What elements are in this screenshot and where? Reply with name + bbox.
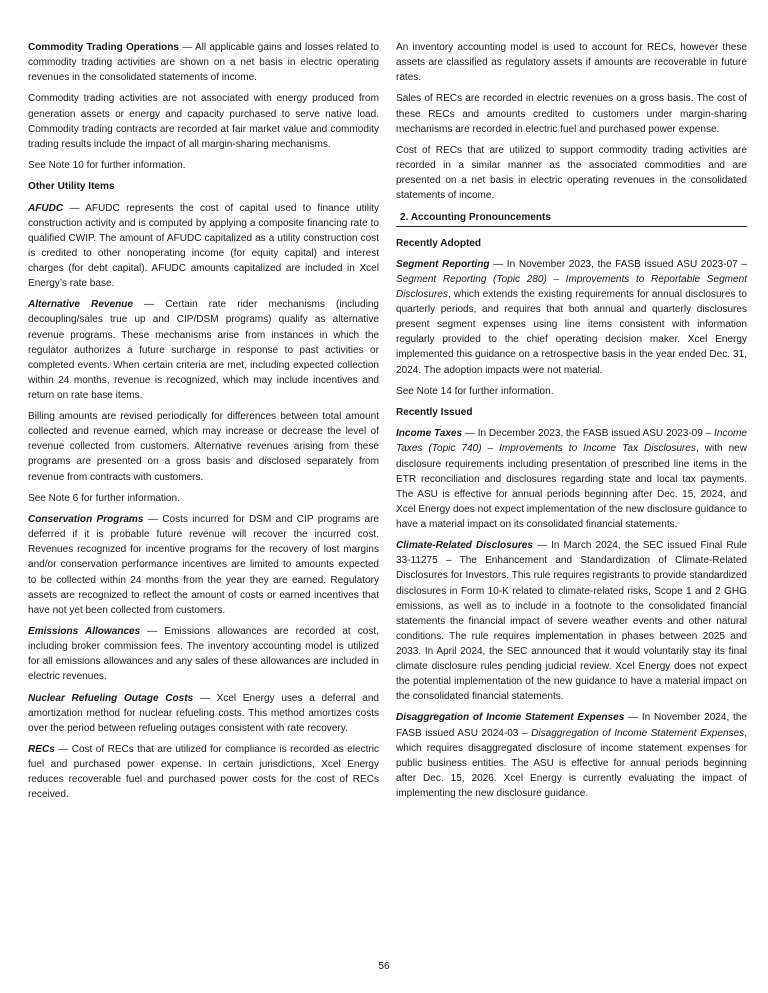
afudc-lead: AFUDC [28, 202, 64, 214]
climate-disclosures-text: — In March 2024, the SEC issued Final Rule 33-11275 – The Enhancement and Standardization of Climate-Related Disclosures for Investors. This rule requires registrants to provide standardized disclosures in Form 10-K related to climate-related risks, Scope 1 and 2 GHG emissions, as well as to include in a footnote to the consolidated financial statements the financial impact of severe weather events and other natural conditions. The rule requires implementation in phases between 2025 and 2033. In April 2024, the SEC announced that it would voluntarily stay its final climate disclosure rules pending judicial review. Xcel Energy does not expect the potential implementation of the new guidance to have a material impact on the consolidated financial statements. [396, 540, 747, 703]
commodity-trading-text: — All applicable gains and losses related to commodity trading activities are shown on a net basis in electric operating revenues in the consolidated statements of income. [28, 42, 379, 84]
recs-paragraph [28, 742, 379, 802]
commodity-trading-paragraph [28, 40, 379, 85]
income-taxes-text-2: , with new disclosure requirements including presentation of prescribed line items in the ETR reconciliation and disclosures regarding state and local tax payments. The ASU is effective for annual periods beginning after Dec. 15, 2024, and Xcel Energy does not expect implementation of the new disclosure guidance to have a material impact on its consolidated financial statements. [396, 443, 748, 530]
see-note-14: See Note 14 for further information. [396, 385, 554, 397]
segment-reporting-paragraph [396, 257, 747, 378]
conservation-programs-paragraph [28, 512, 379, 618]
conservation-programs-text: — Costs incurred for DSM and CIP programs are deferred if it is probable future revenue will recover the incurred cost. Revenues recognized for incentive programs for the recovery of lost margins and/or conservation performance incentives are limited to amounts expected to be collected within 24 months from the year they are earned. Regulatory assets are recognized to reflect the amount of costs or earned incentives that have not yet been collected from customers. [28, 514, 379, 616]
alternative-revenue-paragraph [28, 297, 379, 403]
recently-issued-heading: Recently Issued [396, 407, 473, 419]
see-note-6: See Note 6 for further information. [28, 492, 180, 504]
segment-reporting-text-1: — In November 2023, the FASB issued ASU 2023-07 – [489, 258, 747, 270]
nuclear-refueling-text: — Xcel Energy uses a deferral and amortization method for nuclear refueling costs. This method amortizes costs over the period between refueling outages consistent with rate recovery. [28, 692, 379, 734]
see-note-10: See Note 10 for further information. [28, 160, 186, 172]
income-taxes-paragraph [396, 426, 747, 532]
section-heading-accounting-pronouncements: 2. Accounting Pronouncements [396, 210, 747, 227]
afudc-text: — AFUDC represents the cost of capital used to finance utility construction activity and is computed by applying a composite financing rate to qualified CWIP. The amount of AFUDC capitalized as a utility construction cost is credited to other nonoperating income (for equity capital) and interest charges (for debt capital). AFUDC amounts capitalized are included in Xcel Energy’s rate base. [28, 202, 379, 290]
segment-reporting-text-2: , which extends the existing requirements for annual disclosures to quarterly periods, and requires that both annual and quarterly disclosures present segment expenses using line items consistent with information regularly provided to the chief operating decision maker. Xcel Energy implemented this guidance on a retrospective basis in the year ended Dec. 31, 2024. The adoption impacts were not material. [396, 289, 747, 376]
climate-disclosures-lead: Climate-Related Disclosures [396, 540, 533, 552]
income-taxes-lead: Income Taxes [396, 428, 463, 440]
billing-paragraph: Billing amounts are revised periodically for differences between total amount collected and revenue earned, which may increase or decrease the level of revenue collected from customers. Alternative revenues arising from these programs are presented on a gross basis and disclosed separately from revenue from contracts with customers. [28, 411, 379, 483]
recs-paragraph-2: An inventory accounting model is used to account for RECs, however these assets are classified as regulatory assets if amounts are recoverable in future rates. [396, 42, 747, 84]
recs-lead: RECs [28, 744, 55, 755]
disaggregation-text-1: — In November 2024, the FASB issued ASU 2024-03 – [396, 712, 747, 739]
disaggregation-text-2: , which requires disaggregated disclosure of income statement expenses for public business entities. The ASU is effective for annual periods beginning after Dec. 15, 2026. Xcel Energy is currently evaluating the impact of implementing the new disclosure guidance. [396, 727, 748, 799]
nuclear-refueling-paragraph [28, 691, 379, 736]
segment-reporting-title: Segment Reporting (Topic 280) – Improvements to Reportable Segment Disclosures [396, 273, 747, 301]
commodity-trading-lead: Commodity Trading Operations [28, 42, 180, 53]
recently-adopted-heading: Recently Adopted [396, 237, 482, 249]
climate-disclosures-paragraph [396, 538, 747, 704]
disaggregation-title: Disaggregation of Income Statement Expenses [531, 727, 745, 739]
commodity-trading-paragraph-2: Commodity trading activities are not associated with energy produced from generation assets or energy and capacity purchased to serve native load. Commodity trading contracts are recorded at fair market value and commodity trading results include the impact of all margin-sharing mechanisms. [28, 93, 379, 150]
alternative-revenue-text: — Certain rate rider mechanisms (including decoupling/sales true up and CIP/DSM programs) qualify as alternative revenue programs. These mechanisms arise from instances in which the regulator authorizes a future surcharge in response to past activities or completed events. When certain criteria are met, including expected collection within 24 months, revenue is recognized, which may include incentives and return on rate base items. [28, 299, 379, 401]
segment-reporting-lead: Segment Reporting [396, 258, 490, 270]
conservation-programs-lead: Conservation Programs [28, 514, 144, 526]
nuclear-refueling-lead: Nuclear Refueling Outage Costs [28, 692, 194, 704]
recs-paragraph-4: Cost of RECs that are utilized to support commodity trading activities are recorded in a similar manner as the associated commodities and are presented on a net basis in electric operating revenues in the consolidated statements of income. [396, 144, 747, 202]
other-utility-items-heading: Other Utility Items [28, 181, 115, 193]
disaggregation-paragraph [396, 710, 747, 801]
income-taxes-title: Income Taxes (Topic 740) – Improvements to Income Tax Disclosures [396, 428, 747, 455]
recs-paragraph-3: Sales of RECs are recorded in electric revenues on a gross basis. The cost of these RECs and amounts credited to customers under margin-sharing mechanisms are recorded in electric fuel and purchased power expense. [396, 93, 747, 135]
disaggregation-lead: Disaggregation of Income Statement Expenses [396, 712, 625, 724]
right-column [396, 40, 747, 807]
income-taxes-text-1: — In December 2023, the FASB issued ASU 2023-09 – [462, 428, 715, 440]
emissions-allowances-lead: Emissions Allowances [28, 625, 141, 637]
alternative-revenue-lead: Alternative Revenue [28, 299, 133, 311]
afudc-paragraph [28, 201, 379, 292]
page-number: 56 [378, 961, 390, 972]
left-column [28, 40, 379, 809]
emissions-allowances-paragraph [28, 624, 379, 684]
emissions-allowances-text: — Emissions allowances are recorded at cost, including broker commission fees. The inventory accounting model is utilized for all emissions allowances and any sales of these allowances are included in electric revenues. [28, 625, 380, 683]
recs-text: — Cost of RECs that are utilized for compliance is recorded as electric fuel and purchased power expense. In certain jurisdictions, Xcel Energy reduces recoverable fuel and purchased power costs for the cost of RECs received. [28, 744, 379, 801]
